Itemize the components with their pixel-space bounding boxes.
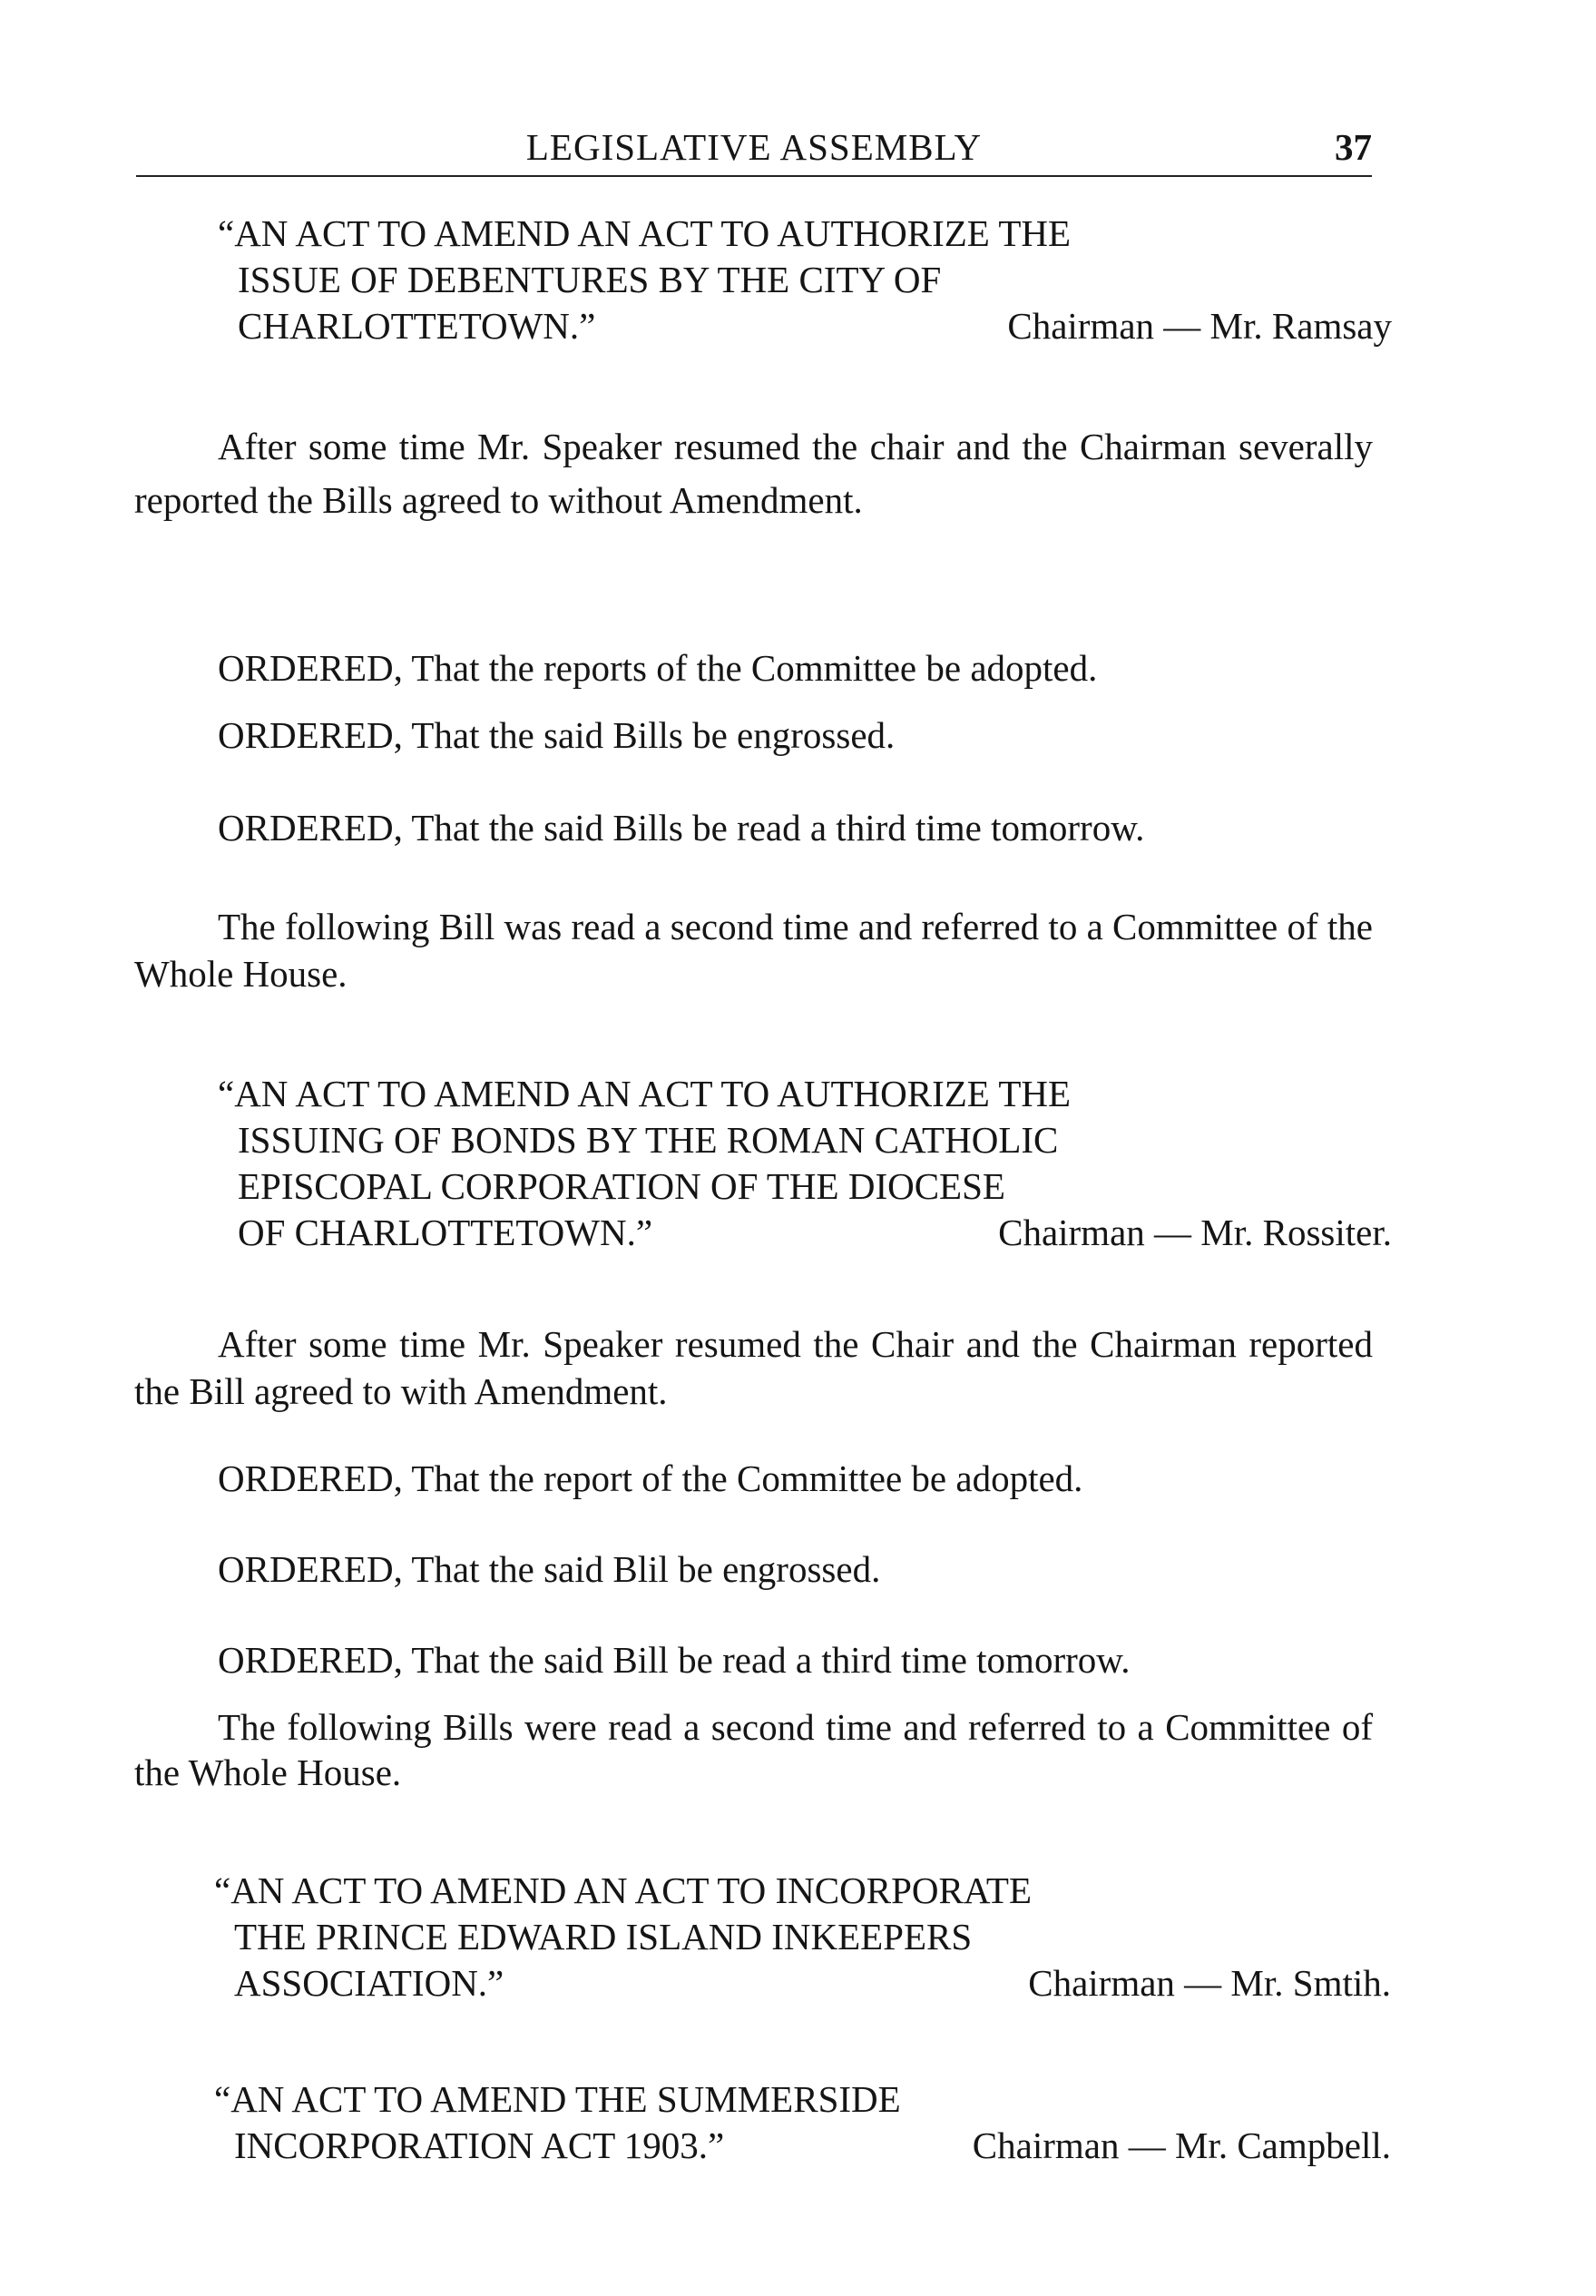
bill-last-line bbox=[214, 1960, 1391, 2007]
header-rule bbox=[136, 175, 1372, 177]
bill-line: EPISCOPAL CORPORATION OF THE DIOCESE bbox=[238, 1165, 1005, 1207]
bill-title-summerside bbox=[214, 2076, 1391, 2169]
order-bills-engrossed: ORDERED, That the said Bills be engrossed. bbox=[218, 714, 896, 756]
page-number: 37 bbox=[1335, 126, 1372, 168]
bill-line: ISSUE OF DEBENTURES BY THE CITY OF bbox=[238, 259, 942, 300]
bill-title-debentures bbox=[218, 211, 1392, 349]
chairman-credit: Chairman — Mr. Campbell. bbox=[972, 2124, 1391, 2166]
bill-line: “AN ACT TO AMEND AN ACT TO AUTHORIZE THE bbox=[218, 1073, 1072, 1114]
bill-line: ASSOCIATION.” bbox=[234, 1962, 504, 2004]
bill-line: OF CHARLOTTETOWN.” bbox=[238, 1212, 653, 1253]
header-title: LEGISLATIVE ASSEMBLY bbox=[525, 126, 983, 168]
order-bill-engrossed: ORDERED, That the said Blil be engrossed. bbox=[218, 1548, 881, 1590]
paragraph-second-reading-2: The following Bills were read a second time and referred to a Committee of the Whole House. bbox=[134, 1706, 1373, 1793]
order-reports-adopted: ORDERED, That the reports of the Committee be adopted. bbox=[218, 647, 1098, 689]
bill-line: ISSUING OF BONDS BY THE ROMAN CATHOLIC bbox=[238, 1119, 1059, 1161]
bill-last-line bbox=[214, 2123, 1391, 2169]
paragraph-speaker-resumed-1: After some time Mr. Speaker resumed the chair and the Chairman severally reported the Bills agreed to without Amendment. bbox=[134, 426, 1373, 521]
bill-line: CHARLOTTETOWN.” bbox=[238, 305, 596, 347]
bill-title-bonds bbox=[218, 1071, 1392, 1256]
bill-last-line bbox=[218, 1210, 1392, 1256]
paragraph-speaker-resumed-2: After some time Mr. Speaker resumed the Chair and the Chairman reported the Bill agreed to with Amendment. bbox=[134, 1323, 1373, 1412]
chairman-credit: Chairman — Mr. Smtih. bbox=[1028, 1962, 1391, 2004]
paragraph-second-reading-1: The following Bill was read a second time and referred to a Committee of the Whole House. bbox=[134, 906, 1373, 995]
bill-line: “AN ACT TO AMEND AN ACT TO INCORPORATE bbox=[214, 1869, 1032, 1911]
bill-line: THE PRINCE EDWARD ISLAND INKEEPERS bbox=[234, 1916, 973, 1957]
order-bill-third-reading: ORDERED, That the said Bill be read a third time tomorrow. bbox=[218, 1639, 1131, 1681]
order-bills-third-reading: ORDERED, That the said Bills be read a third time tomorrow. bbox=[218, 807, 1145, 849]
bill-last-line bbox=[218, 303, 1392, 349]
chairman-credit: Chairman — Mr. Ramsay bbox=[1007, 305, 1392, 347]
bill-line: “AN ACT TO AMEND AN ACT TO AUTHORIZE THE bbox=[218, 212, 1072, 254]
chairman-credit: Chairman — Mr. Rossiter. bbox=[998, 1212, 1392, 1253]
bill-title-inkeepers bbox=[214, 1868, 1391, 2007]
bill-line: INCORPORATION ACT 1903.” bbox=[234, 2124, 725, 2166]
bill-line: “AN ACT TO AMEND THE SUMMERSIDE bbox=[214, 2078, 901, 2120]
order-report-adopted: ORDERED, That the report of the Committee be adopted. bbox=[218, 1457, 1083, 1499]
running-header bbox=[136, 125, 1372, 171]
